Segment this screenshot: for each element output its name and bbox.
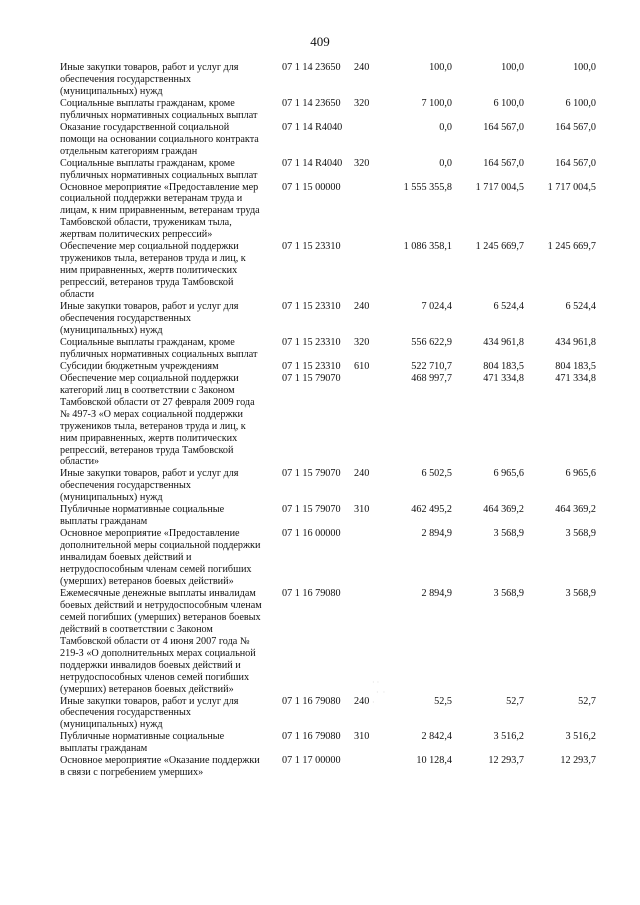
row-name: Ежемесячные денежные выплаты инвалидам боевых действий и нетрудоспособным членам семей погибших (умерших) ветеранов боевых действий в соответствии с Законом Тамбовской области от 4 июня 2007 года № 219-З «О дополнительных мерах социальной поддержки инвалидов боевых действий и нетрудоспособных членов семей погибших (умерших) ветеранов боевых действий»: [60, 587, 262, 695]
row-value-year-2: 3 568,9: [493, 528, 524, 540]
row-expense-type: 310: [354, 731, 370, 743]
row-value-year-2: 464 369,2: [483, 504, 524, 516]
row-name: Иные закупки товаров, работ и услуг для обеспечения государственных (муниципальных) нужд: [60, 695, 239, 731]
row-value-year-2: 3 568,9: [493, 587, 524, 599]
table-row: [60, 755, 596, 779]
table-row: [60, 731, 596, 755]
row-value-year-1: 2 894,9: [421, 528, 452, 540]
row-name: Субсидии бюджетным учреждениям: [60, 360, 219, 372]
row-code: 07 1 15 00000: [282, 181, 341, 193]
row-name: Оказание государственной социальной помощи на основании социального контракта отдельным категориям граждан: [60, 121, 259, 157]
row-name: Обеспечение мер социальной поддержки категорий лиц в соответствии с Законом Тамбовской области от 27 февраля 2009 года № 497-З «О мерах социальной поддержки тружеников тыла, ветеранов труда и лиц, к ним приравненных, жертв политических репрессий, ветеранов труда Тамбовской области»: [60, 372, 255, 468]
row-code: 07 1 15 79070: [282, 372, 341, 384]
row-expense-type: 320: [354, 336, 370, 348]
row-value-year-3: 6 965,6: [565, 468, 596, 480]
row-value-year-3: 52,7: [578, 695, 596, 707]
row-value-year-1: 6 502,5: [421, 468, 452, 480]
row-value-year-1: 2 894,9: [421, 587, 452, 599]
page-number: 409: [310, 34, 330, 49]
row-value-year-3: 100,0: [573, 62, 596, 73]
row-code: 07 1 15 79070: [282, 504, 341, 516]
row-name: Социальные выплаты гражданам, кроме публичных нормативных социальных выплат: [60, 336, 258, 360]
row-value-year-1: 1 555 355,8: [403, 181, 452, 193]
table-row: [60, 182, 596, 242]
row-expense-type: 240: [354, 695, 370, 707]
table-row: [60, 158, 596, 182]
row-value-year-2: 6 965,6: [493, 468, 524, 480]
row-value-year-1: 7 024,4: [421, 301, 452, 313]
row-code: 07 1 14 23650: [282, 62, 341, 73]
row-expense-type: 240: [354, 468, 370, 480]
row-value-year-2: 1 245 669,7: [475, 241, 524, 253]
row-value-year-1: 522 710,7: [411, 360, 452, 372]
row-name: Обеспечение мер социальной поддержки тружеников тыла, ветеранов труда и лиц, к ним приравненных, жертв политических репрессий, ветеранов труда Тамбовской области: [60, 241, 246, 301]
table-row: [60, 468, 596, 504]
row-code: 07 1 14 R4040: [282, 121, 343, 133]
row-value-year-3: 804 183,5: [555, 360, 596, 372]
row-value-year-1: 0,0: [439, 157, 452, 169]
row-name: Основное мероприятие «Предоставление мер социальной поддержки ветеранам труда и лицам, к ним приравненным, ветеранам труда Тамбовской области, труженикам тыла, жертвам политических репрессий»: [60, 181, 260, 241]
row-name: Социальные выплаты гражданам, кроме публичных нормативных социальных выплат: [60, 97, 258, 121]
row-code: 07 1 15 23310: [282, 241, 341, 253]
row-value-year-1: 556 622,9: [411, 336, 452, 348]
row-value-year-3: 1 245 669,7: [547, 241, 596, 253]
row-value-year-3: 3 568,9: [565, 528, 596, 540]
row-value-year-2: 804 183,5: [483, 360, 524, 372]
row-value-year-3: 434 961,8: [555, 336, 596, 348]
row-value-year-1: 7 100,0: [421, 97, 452, 109]
row-expense-type: 240: [354, 62, 370, 73]
row-value-year-2: 6 100,0: [493, 97, 524, 109]
row-value-year-2: 12 293,7: [488, 755, 524, 767]
row-value-year-3: 164 567,0: [555, 157, 596, 169]
table-row: [60, 361, 596, 373]
table-row: [60, 62, 596, 98]
row-code: 07 1 16 00000: [282, 528, 341, 540]
row-value-year-3: 464 369,2: [555, 504, 596, 516]
row-expense-type: 320: [354, 157, 370, 169]
row-value-year-2: 52,7: [506, 695, 524, 707]
row-code: 07 1 16 79080: [282, 587, 341, 599]
row-expense-type: 240: [354, 301, 370, 313]
row-name: Основное мероприятие «Оказание поддержки в связи с погребением умерших»: [60, 755, 260, 779]
row-value-year-3: 6 524,4: [565, 301, 596, 313]
row-value-year-3: 6 100,0: [565, 97, 596, 109]
table-row: [60, 373, 596, 469]
row-value-year-3: 1 717 004,5: [547, 181, 596, 193]
row-value-year-2: 3 516,2: [493, 731, 524, 743]
table-row: [60, 504, 596, 528]
row-value-year-1: 0,0: [439, 121, 452, 133]
row-value-year-3: 3 568,9: [565, 587, 596, 599]
row-value-year-2: 6 524,4: [493, 301, 524, 313]
table-row: [60, 696, 596, 732]
row-value-year-2: 164 567,0: [483, 157, 524, 169]
row-value-year-1: 468 997,7: [411, 372, 452, 384]
row-value-year-2: 434 961,8: [483, 336, 524, 348]
row-code: 07 1 14 23650: [282, 97, 341, 109]
row-expense-type: 320: [354, 97, 370, 109]
table-row: [60, 98, 596, 122]
row-value-year-3: 471 334,8: [555, 372, 596, 384]
row-code: 07 1 15 23310: [282, 301, 341, 313]
row-value-year-2: 1 717 004,5: [475, 181, 524, 193]
row-value-year-3: 164 567,0: [555, 121, 596, 133]
row-value-year-2: 100,0: [501, 62, 524, 73]
row-value-year-1: 2 842,4: [421, 731, 452, 743]
table-row: [60, 122, 596, 158]
row-value-year-1: 10 128,4: [416, 755, 452, 767]
row-value-year-1: 462 495,2: [411, 504, 452, 516]
row-code: 07 1 15 23310: [282, 336, 341, 348]
table-row: [60, 588, 596, 696]
row-name: Публичные нормативные социальные выплаты гражданам: [60, 731, 225, 755]
budget-table: [60, 62, 596, 779]
row-value-year-1: 1 086 358,1: [403, 241, 452, 253]
row-name: Основное мероприятие «Предоставление дополнительной меры социальной поддержки инвалидам боевых действий и нетрудоспособным членам семей погибших (умерших) ветеранов боевых действий»: [60, 528, 261, 587]
row-value-year-3: 12 293,7: [560, 755, 596, 767]
row-code: 07 1 16 79080: [282, 731, 341, 743]
row-value-year-2: 471 334,8: [483, 372, 524, 384]
row-code: 07 1 17 00000: [282, 755, 341, 767]
row-value-year-1: 52,5: [434, 695, 452, 707]
table-row: [60, 241, 596, 301]
table-row: [60, 528, 596, 588]
row-expense-type: 610: [354, 360, 370, 372]
row-name: Иные закупки товаров, работ и услуг для обеспечения государственных (муниципальных) нужд: [60, 468, 239, 504]
scan-smudge: · · · · ·: [372, 678, 386, 707]
row-value-year-2: 164 567,0: [483, 121, 524, 133]
row-code: 07 1 16 79080: [282, 695, 341, 707]
row-name: Иные закупки товаров, работ и услуг для обеспечения государственных (муниципальных) нужд: [60, 301, 239, 336]
row-expense-type: 310: [354, 504, 370, 516]
row-code: 07 1 14 R4040: [282, 157, 343, 169]
row-name: Иные закупки товаров, работ и услуг для обеспечения государственных (муниципальных) нужд: [60, 62, 239, 97]
row-code: 07 1 15 23310: [282, 360, 341, 372]
table-row: [60, 337, 596, 361]
row-code: 07 1 15 79070: [282, 468, 341, 480]
row-value-year-3: 3 516,2: [565, 731, 596, 743]
row-value-year-1: 100,0: [429, 62, 452, 73]
row-name: Социальные выплаты гражданам, кроме публичных нормативных социальных выплат: [60, 157, 258, 181]
table-row: [60, 301, 596, 337]
row-name: Публичные нормативные социальные выплаты гражданам: [60, 504, 225, 528]
